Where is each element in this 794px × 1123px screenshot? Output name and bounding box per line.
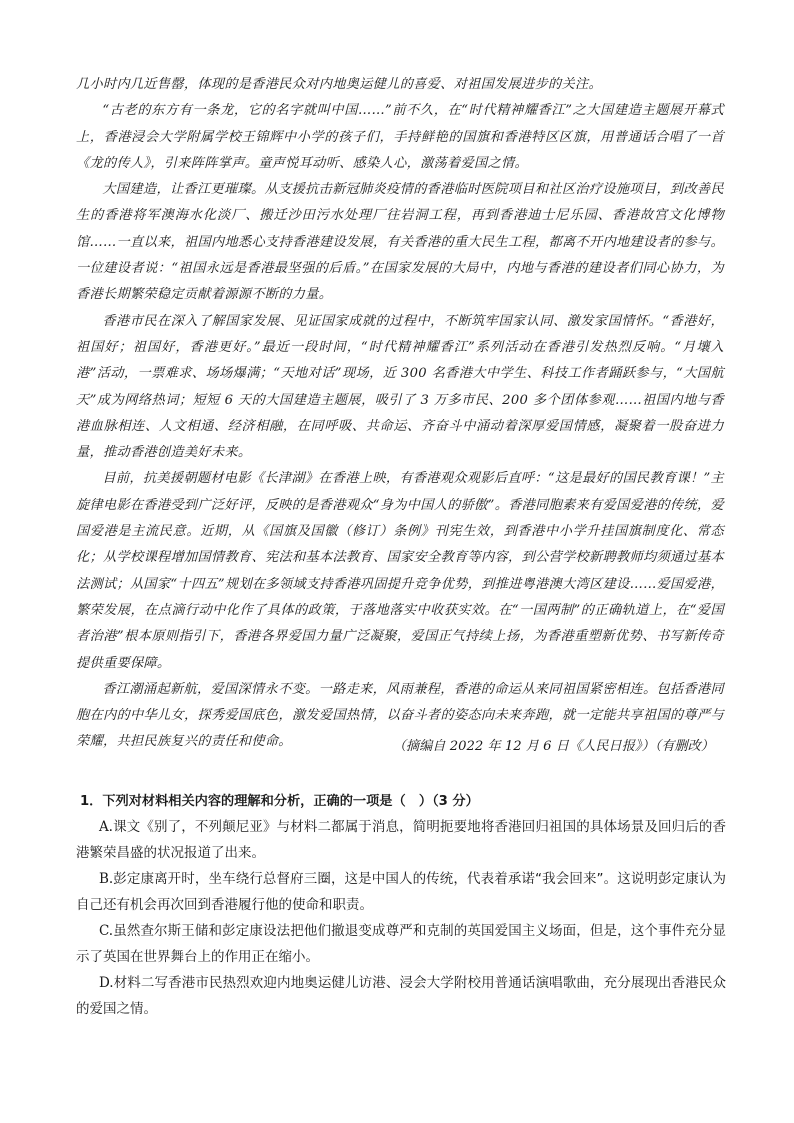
option-letter: B. <box>98 871 114 887</box>
option-b[interactable] <box>76 866 726 918</box>
option-d[interactable] <box>76 970 726 1022</box>
question-stem: 1．下列对材料相关内容的理解和分析，正确的一项是（ ）（3 分） <box>80 794 479 809</box>
article-source: （摘编自 2022 年 12 月 6 日《人民日报》）（有删改） <box>392 739 714 754</box>
article-paragraph: 香江潮涌起新航，爱国深情永不变。一路走来，风雨兼程，香港的命运从来同祖国紧密相连。包括香港同胞在内的中华儿女，探秀爱国底色，激发爱国热情，以奋斗者的姿态向未来奔跑，就一定能共享祖国的尊严与荣耀，共担民族复兴的责任和使命。 <box>76 681 724 750</box>
article-paragraph: 大国建造，让香江更璀璨。从支援抗击新冠肺炎疫情的香港临时医院项目和社区治疗设施项目，到改善民生的香港将军澳海水化淡厂、搬迁沙田污水处理厂往岩洞工程，再到香港迪士尼乐园、香港故宫文化博物馆……一直以来，祖国内地悉心支持香港建设发展，有关香港的重大民生工程，都离不开内地建设者的参与。一位建设者说：“祖国永远是香港最坚强的后盾。”在国家发展的大局中，内地与香港的建设者们同心协力，为香港长期繁荣稳定贡献着源源不断的力量。 <box>76 182 724 303</box>
article-paragraph: 香港市民在深入了解国家发展、见证国家成就的过程中，不断筑牢国家认同、激发家国情怀。“香港好，祖国好；祖国好，香港更好。”最近一段时间，“时代精神耀香江”系列活动在香港引发热烈反响。“月壤入港”活动，一票难求、场场爆满；“天地对话”现场，近 300 名香港大中学生、科技工作者踊跃参与，“大国航天”成为网络热词；短短 6 天的大国建造主题展，吸引了 3 万多市民、200 多个团体参观……祖国内地与香港血脉相连、人文相通、经济相融，在同呼吸、共命运、齐奋斗中涌动着深厚爱国情感，凝聚着一股奋进力量，推动香港创造美好未来。 <box>76 313 724 461</box>
article-body <box>76 72 724 756</box>
article-paragraph: 几小时内几近售罄，体现的是香港民众对内地奥运健儿的喜爱、对祖国发展进步的关注。 <box>76 77 603 92</box>
option-a[interactable] <box>76 814 726 866</box>
option-letter: A. <box>98 819 113 835</box>
option-text: 材料二写香港市民热烈欢迎内地奥运健儿访港、浸会大学附校用普通话演唱歌曲，充分展现出香港民众的爱国之情。 <box>76 975 726 1017</box>
option-text: 虽然查尔斯王储和彭定康设法把他们撤退变成尊严和克制的英国爱国主义场面，但是，这个事件充分显示了英国在世界舞台上的作用正在缩小。 <box>76 923 726 965</box>
option-letter: C. <box>98 923 114 939</box>
option-text: 彭定康离开时，坐车绕行总督府三圈，这是中国人的传统，代表着承诺“我会回来”。这说明彭定康认为自己还有机会再次回到香港履行他的使命和职责。 <box>76 871 726 913</box>
option-text: 课文《别了，不列颠尼亚》与材料二都属于消息，简明扼要地将香港回归祖国的具体场景及回归后的香港繁荣昌盛的状况报道了出来。 <box>76 819 726 861</box>
question-block <box>76 790 726 1022</box>
article-paragraph: “古老的东方有一条龙，它的名字就叫中国……”前不久，在“时代精神耀香江”之大国建造主题展开幕式上，香港浸会大学附属学校王锦辉中小学的孩子们，手持鲜艳的国旗和香港特区区旗，用普通话合唱了一首《龙的传人》，引来阵阵掌声。童声悦耳动听、感染人心，激荡着爱国之情。 <box>76 103 724 171</box>
article-paragraph: 目前，抗美援朝题材电影《长津湖》在香港上映，有香港观众观影后直呼：“这是最好的国民教育课！”主旋律电影在香港受到广泛好评，反映的是香港观众“身为中国人的骄傲”。香港同胞素来有爱国爱港的传统，爱国爱港是主流民意。近期，从《国旗及国徽（修订）条例》刊宪生效，到香港中小学升挂国旗制度化、常态化；从学校课程增加国情教育、宪法和基本法教育、国家安全教育等内容，到公营学校新聘教师均须通过基本法测试；从国家“十四五”规划在多领域支持香港巩固提升竞争优势，到推进粤港澳大湾区建设……爱国爱港，繁荣发展，在点滴行动中化作了具体的政策，于落地落实中收获实效。在“一国两制”的正确轨道上，在“爱国者治港”根本原则指引下，香港各界爱国力量广泛凝聚，爱国正气持续上扬，为香港重塑新优势、书写新传奇提供重要保障。 <box>76 471 724 671</box>
option-letter: D. <box>98 975 114 991</box>
option-c[interactable] <box>76 918 726 970</box>
